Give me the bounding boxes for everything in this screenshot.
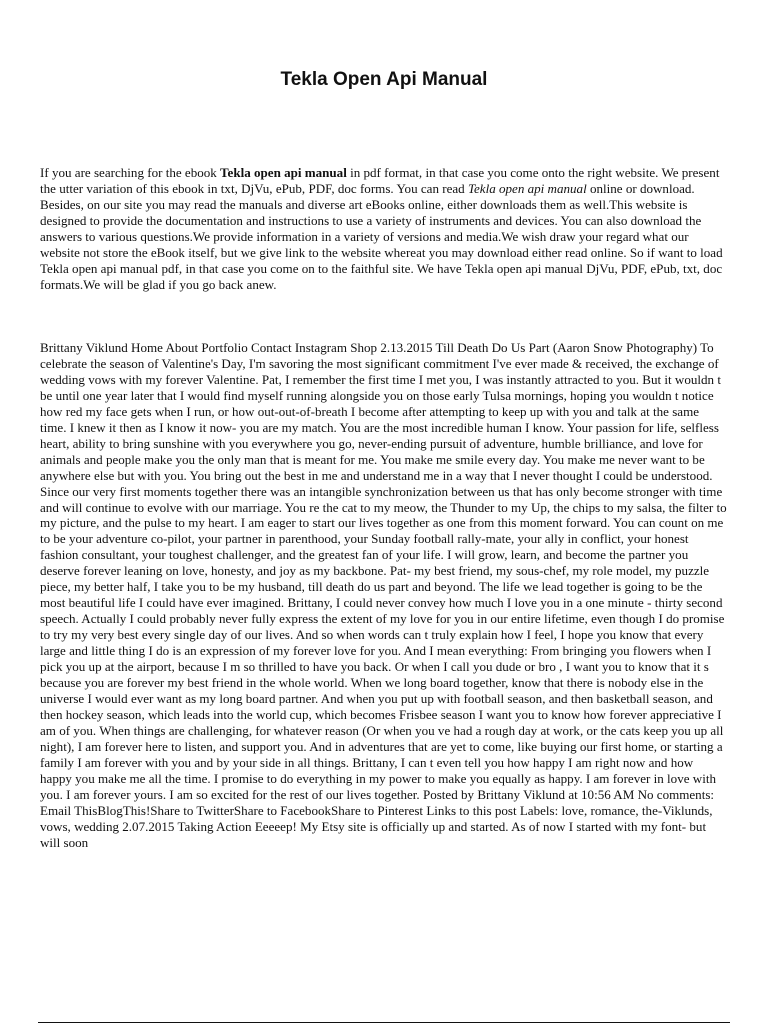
body-paragraph: Brittany Viklund Home About Portfolio Contact Instagram Shop 2.13.2015 Till Death Do Us Part (Aaron Snow Photography) To celebrate the season of Valentine's Day, I'm savoring the most significant commitment I've ever made & received, the exchange of wedding vows with my forever Valentine. Pat, I remember the first time I met you, I was instantly attracted to you. But it wouldn t be until one year later that I would find myself running alongside you on those early Tulsa mornings, hoping you wouldn t notice how red my face gets when I run, or how out-out-of-breath I become after attempting to keep up with you and talk at the same time. I knew it then as I know it now- you are my match. You are the most incredible human I know. Your passion for life, selfless heart, ability to bring sunshine with you everywhere you go, never-ending pursuit of adventure, humble brilliance, and love for animals and people make you the only man that is meant for me. You make me smile every day. You make me never want to be anywhere else but with you. You bring out the best in me and understand me in a way that I never thought I could be understood. Since our very first moments together there was an intangible synchronization between us that has only become stronger with time and will continue to evolve with our marriage. You re the cat to my meow, the Thunder to my Up, the chips to my salsa, the filter to my picture, and the pulse to my heart. I am eager to start our lives together as one from this moment forward. You can count on me to be your adventure co-pilot, your partner in parenthood, your Sunday football rally-mate, your ally in conflict, your honest fashion consultant, your toughest challenger, and the greatest fan of your life. I will grow, learn, and become the partner you deserve forever leaning on love, honesty, and joy as my backbone. Pat- my best friend, my sous-chef, my role model, my puzzle piece, my better half, I take you to be my husband, till death do us part and beyond. The life we lead together is going to be the most beautiful life I could have ever imagined. Brittany, I could never convey how much I love you in a one minute - thirty second speech. Actually I could probably never fully express the extent of my love for you in our entire lifetime, even though I do promise to try my very best every single day of our lives. And so when words can t truly explain how I feel, I hope you know that every large and little thing I do is an expression of my forever love for you. And I mean everything: From bringing you flowers when I pick you up at the airport, because I m so thrilled to have you back. Or when I call you dude or bro , I want you to know that it s because you are forever my best friend in the whole world. When we long board together, know that there is nobody else in the universe I would ever want as my long board partner. And when you put up with football season, and then basketball season, and then hockey season, which leads into the world cup, which becomes Frisbee season I want you to know how forever appreciative I am of you. When things are challenging, for whatever reason (Or when you ve had a rough day at work, or the cats keep you up all night), I am forever here to listen, and support you. And in adventures that are yet to come, like buying our first home, or starting a family I am forever with you and by your side in all things. Brittany, I can t even tell you how happy I am right now and how happy you make me all the time. I promise to do everything in my power to make you equally as happy. I am forever in love with you. I am forever yours. I am so excited for the rest of our lives together. Posted by Brittany Viklund at 10:56 AM No comments: Email ThisBlogThis!Share to TwitterShare to FacebookShare to Pinterest Links to this post Labels: love, romance, the-Viklunds, vows, wedding 2.07.2015 Taking Action Eeeeep! My Etsy site is officially up and started. As of now I started with my font- but will soon (40, 340, 727, 850)
intro-text-3: online or download. Besides, on our site you may read the manuals and diverse art eBooks online, either downloads them as well.This website is designed to provide the documentation and instructions to use a variety of instruments and devices. You can also download the answers to various questions.We provide information in a variety of versions and media.We wish draw your regard what our website not store the eBook itself, but we give link to the website whereat you may download either read online. So if want to load Tekla open api manual pdf, in that case you come on to the faithful site. We have Tekla open api manual DjVu, PDF, ePub, txt, doc formats.We will be glad if you go back anew. (40, 180, 723, 292)
intro-paragraph (40, 165, 728, 293)
intro-text-1: If you are searching for the ebook (40, 165, 221, 180)
intro-text-2: in pdf format, in that case you come onto the right website. We present the utter variation of this ebook in txt, DjVu, ePub, PDF, doc forms. You can read (40, 165, 720, 196)
document-title: Tekla Open Api Manual (280, 69, 488, 90)
intro-bold-title: Tekla open api manual (220, 165, 347, 180)
footer-divider (38, 1022, 730, 1023)
intro-italic-title: Tekla open api manual (467, 180, 587, 196)
